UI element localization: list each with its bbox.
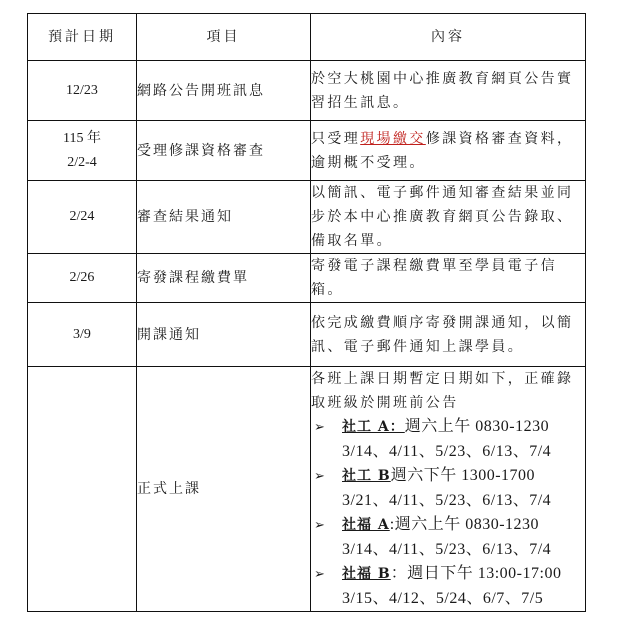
class-name: 社福 B bbox=[342, 566, 391, 582]
content-cell bbox=[311, 121, 586, 181]
header-date: 預計日期 bbox=[28, 14, 137, 61]
header-item: 項目 bbox=[137, 14, 311, 61]
class-entry bbox=[311, 464, 585, 489]
arrow-bullet-icon: ➢ bbox=[314, 518, 328, 533]
class-dates: 3/14、4/11、5/23、6/13、7/4 bbox=[342, 443, 552, 460]
content-cell: 以簡訊、電子郵件通知審查結果並同步於本中心推廣教育網頁公告錄取、備取名單。 bbox=[311, 181, 586, 254]
date-cell bbox=[28, 121, 137, 181]
table-row bbox=[28, 367, 586, 612]
date-cell: 2/26 bbox=[28, 254, 137, 303]
date-cell: 2/24 bbox=[28, 181, 137, 254]
content-cell: 依完成繳費順序寄發開課通知，以簡訊、電子郵件通知上課學員。 bbox=[311, 303, 586, 367]
date-cell bbox=[28, 367, 137, 612]
date-cell: 12/23 bbox=[28, 61, 137, 121]
class-dates: 3/21、4/11、5/23、6/13、7/4 bbox=[342, 492, 552, 509]
class-name: 社福 A bbox=[342, 517, 390, 533]
class-entry bbox=[311, 415, 585, 440]
schedule-intro: 各班上課日期暫定日期如下，正確錄取班級於開班前公告 bbox=[311, 371, 574, 411]
arrow-bullet-icon: ➢ bbox=[314, 567, 328, 582]
content-text: 修課資格審查資料，逾期概不受理。 bbox=[311, 130, 574, 171]
date-cell: 3/9 bbox=[28, 303, 137, 367]
arrow-bullet-icon: ➢ bbox=[314, 469, 328, 484]
class-name: 社工 B bbox=[342, 468, 391, 484]
arrow-bullet-icon: ➢ bbox=[314, 420, 328, 435]
table-row bbox=[28, 61, 586, 121]
class-name: 社工 A： bbox=[342, 419, 405, 435]
item-cell: 受理修課資格審查 bbox=[137, 121, 311, 181]
date-range: 2/2-4 bbox=[67, 154, 97, 170]
class-entry bbox=[311, 513, 585, 538]
content-cell: 寄發電子課程繳費單至學員電子信箱。 bbox=[311, 254, 586, 303]
content-cell: 於空大桃園中心推廣教育網頁公告實習招生訊息。 bbox=[311, 61, 586, 121]
content-cell bbox=[311, 367, 586, 612]
date-year: 115 年 bbox=[63, 130, 101, 146]
table-row bbox=[28, 254, 586, 303]
class-dates: 3/14、4/11、5/23、6/13、7/4 bbox=[342, 541, 552, 558]
header-content: 內容 bbox=[311, 14, 586, 61]
class-dates: 3/15、4/12、5/24、6/7、7/5 bbox=[342, 590, 544, 607]
content-text: 只受理 bbox=[311, 130, 361, 147]
class-entry bbox=[311, 562, 585, 587]
table-row bbox=[28, 121, 586, 181]
item-cell: 正式上課 bbox=[137, 367, 311, 612]
item-cell: 開課通知 bbox=[137, 303, 311, 367]
class-time: 週六下午 1300-1700 bbox=[390, 467, 536, 484]
header-row bbox=[28, 14, 586, 61]
class-time: 週六上午 0830-1230 bbox=[404, 418, 550, 435]
item-cell: 網路公告開班訊息 bbox=[137, 61, 311, 121]
item-cell: 寄發課程繳費單 bbox=[137, 254, 311, 303]
item-cell: 審查結果通知 bbox=[137, 181, 311, 254]
class-time: :週六上午 0830-1230 bbox=[389, 516, 540, 533]
class-time: ：週日下午 13:00-17:00 bbox=[390, 565, 562, 582]
table-row bbox=[28, 181, 586, 254]
schedule-table bbox=[27, 13, 586, 612]
table-row bbox=[28, 303, 586, 367]
highlighted-text: 現場繳交 bbox=[360, 130, 426, 147]
